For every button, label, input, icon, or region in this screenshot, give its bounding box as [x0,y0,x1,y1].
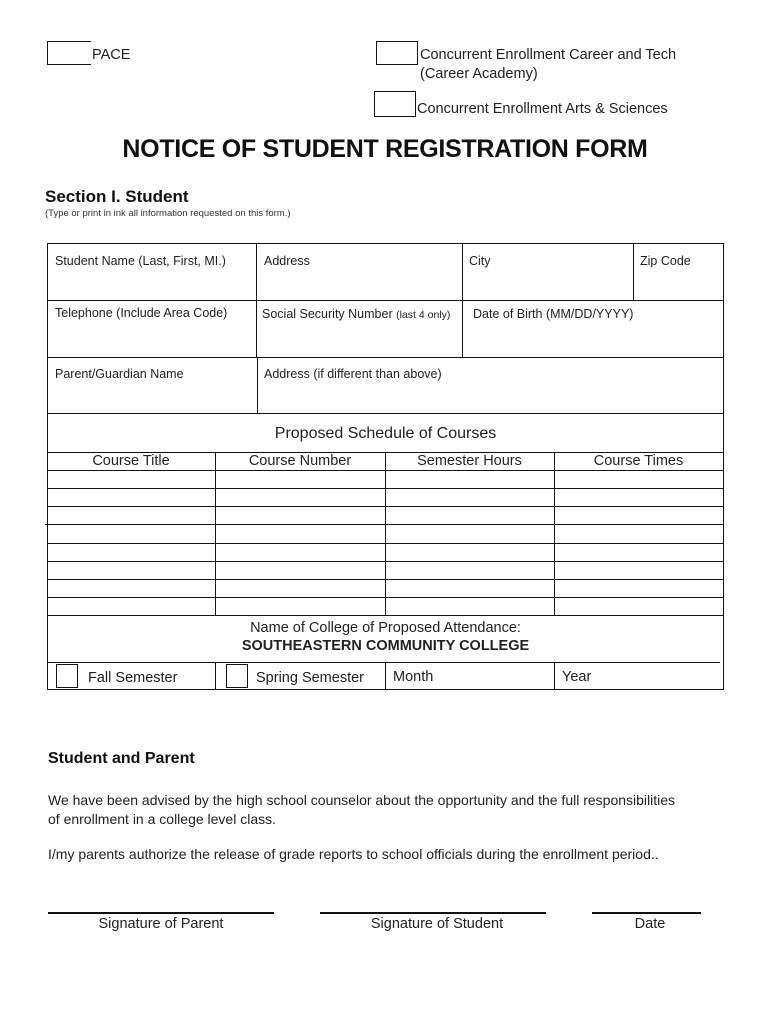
col-course-number: Course Number [248,453,352,469]
arts-label: Concurrent Enrollment Arts & Sciences [417,101,668,117]
section-heading: Section I. Student [45,187,189,206]
fall-semester-label: Fall Semester [88,670,178,686]
table-row[interactable] [48,525,723,543]
advised-paragraph-line1: We have been advised by the high school counselor about the opportunity and the full responsibilities [48,792,676,808]
table-row[interactable] [48,562,723,579]
authorize-paragraph: I/my parents authorize the release of grade reports to school officials during the enrollment period.. [48,846,659,862]
col-course-title: Course Title [92,453,170,469]
parent-signature-label: Signature of Parent [98,916,224,932]
student-signature-label: Signature of Student [370,916,504,932]
fall-semester-checkbox[interactable] [56,664,78,688]
parent-signature-line[interactable] [48,912,274,914]
city-field[interactable]: City [469,254,491,268]
cte-label-line1: Concurrent Enrollment Career and Tech [420,47,677,63]
table-row[interactable] [48,544,723,561]
schedule-heading: Proposed Schedule of Courses [274,425,497,442]
student-signature-line[interactable] [320,912,546,914]
table-row[interactable] [48,580,723,597]
cte-label-line2: (Career Academy) [420,66,538,82]
pace-checkbox[interactable] [47,41,91,65]
telephone-field[interactable]: Telephone (Include Area Code) [55,306,228,320]
advised-paragraph-line2: of enrollment in a college level class. [48,811,277,827]
table-row[interactable] [48,507,723,524]
date-line[interactable] [592,912,701,914]
zip-code-field[interactable]: Zip Code [640,254,691,268]
pace-label: PACE [92,47,131,63]
section-note: (Type or print in ink all information requested on this form.) [45,208,291,219]
table-row[interactable] [48,489,723,506]
ssn-note: (last 4 only) [396,309,451,321]
table-row[interactable] [48,598,723,615]
alt-address-field[interactable]: Address (if different than above) [264,367,442,381]
col-semester-hours: Semester Hours [417,453,522,469]
parent-guardian-field[interactable]: Parent/Guardian Name [55,367,184,381]
spring-semester-label: Spring Semester [256,670,364,686]
col-course-times: Course Times [593,453,684,469]
arts-checkbox[interactable] [374,91,416,117]
student-parent-heading: Student and Parent [48,750,195,767]
ssn-field[interactable] [262,307,450,321]
spring-semester-checkbox[interactable] [226,664,248,688]
date-label: Date [634,916,666,932]
student-name-field[interactable]: Student Name (Last, First, MI.) [55,254,226,268]
table-row[interactable] [48,471,723,488]
cte-checkbox[interactable] [376,41,418,65]
date-of-birth-field[interactable]: Date of Birth (MM/DD/YYYY) [473,307,634,321]
month-field[interactable]: Month [393,669,434,685]
year-field[interactable]: Year [562,669,592,685]
college-label: Name of College of Proposed Attendance: [250,620,521,636]
address-field[interactable]: Address [264,254,310,268]
ssn-label: Social Security Number [262,307,393,321]
college-name: SOUTHEASTERN COMMUNITY COLLEGE [241,638,530,654]
form-title: NOTICE OF STUDENT REGISTRATION FORM [122,135,648,163]
